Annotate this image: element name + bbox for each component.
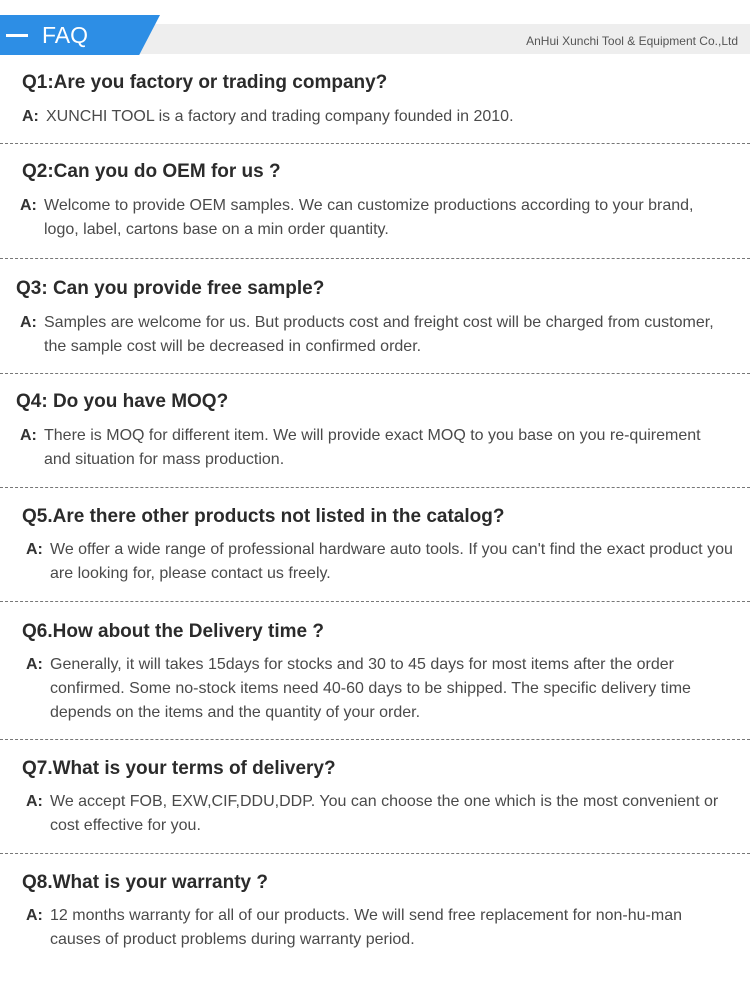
divider: [0, 487, 750, 488]
answer-text: Welcome to provide OEM samples. We can customize productions according to your brand, logo, label, cartons base on a min order quantity.: [44, 197, 694, 238]
answer-label: A:: [26, 656, 43, 673]
faq-answer: [26, 653, 736, 725]
faq-answer: [26, 790, 736, 838]
faq-question: Q4: Do you have MOQ?: [16, 391, 229, 412]
faq-header: [0, 0, 750, 56]
faq-question: Q8.What is your warranty ?: [22, 872, 268, 893]
faq-answer: [22, 105, 732, 129]
divider: [0, 739, 750, 740]
faq-answer: [20, 194, 730, 242]
faq-question: Q3: Can you provide free sample?: [16, 278, 325, 299]
answer-text: Samples are welcome for us. But products cost and freight cost will be charged from customer, the sample cost will be decreased in confirmed order.: [44, 314, 714, 355]
answer-label: A:: [20, 427, 37, 444]
answer-text: There is MOQ for different item. We will provide exact MOQ to you base on you re-quirement and situation for mass production.: [44, 427, 701, 468]
divider: [0, 373, 750, 374]
answer-label: A:: [26, 541, 43, 558]
company-name: AnHui Xunchi Tool & Equipment Co.,Ltd: [526, 34, 738, 48]
answer-label: A:: [26, 907, 43, 924]
faq-question: Q7.What is your terms of delivery?: [22, 758, 336, 779]
faq-answer: [26, 538, 736, 586]
answer-text: Generally, it will takes 15days for stocks and 30 to 45 days for most items after the order confirmed. Some no-stock items need 40-60 days to be shipped. The specific delivery time depends on the items and the quantity of your order.: [50, 656, 691, 721]
divider: [0, 143, 750, 144]
answer-label: A:: [22, 108, 39, 125]
faq-answer: [20, 311, 730, 359]
answer-text: We offer a wide range of professional hardware auto tools. If you can't find the exact product you are looking for, please contact us freely.: [50, 541, 733, 582]
answer-text: We accept FOB, EXW,CIF,DDU,DDP. You can choose the one which is the most convenient or cost effective for you.: [50, 793, 719, 834]
answer-label: A:: [26, 793, 43, 810]
answer-label: A:: [20, 197, 37, 214]
answer-text: 12 months warranty for all of our products. We will send free replacement for non-hu-man causes of product problems during warranty period.: [50, 907, 682, 948]
faq-question: Q6.How about the Delivery time ?: [22, 621, 324, 642]
answer-label: A:: [20, 314, 37, 331]
faq-question: Q5.Are there other products not listed in the catalog?: [22, 506, 505, 527]
faq-question: Q1:Are you factory or trading company?: [22, 72, 388, 93]
divider: [0, 853, 750, 854]
divider: [0, 258, 750, 259]
dash-icon: [6, 34, 28, 37]
faq-answer: [26, 904, 736, 952]
faq-question: Q2:Can you do OEM for us ?: [22, 161, 281, 182]
answer-text: XUNCHI TOOL is a factory and trading company founded in 2010.: [46, 108, 514, 125]
divider: [0, 601, 750, 602]
faq-answer: [20, 424, 730, 472]
page-title: FAQ: [42, 22, 89, 48]
